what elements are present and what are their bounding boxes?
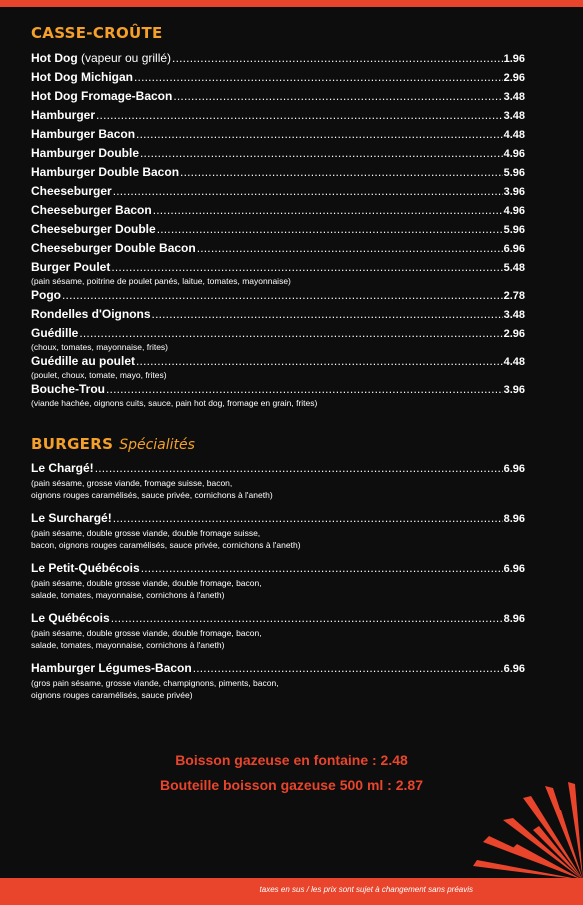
menu-item-name-text: Le Petit-Québécois [31, 561, 140, 575]
menu-item [31, 511, 525, 551]
dot-leader [134, 70, 503, 84]
dot-leader [136, 354, 503, 368]
menu-item-name [31, 326, 78, 340]
menu-item-line [31, 222, 525, 241]
menu-item-name [31, 108, 95, 122]
menu-item [31, 127, 525, 146]
menu-item [31, 307, 525, 326]
dot-leader [172, 51, 503, 65]
menu-item-price: 6.96 [503, 243, 525, 255]
menu-item-name-text: Bouche-Trou [31, 382, 105, 396]
menu-item-price: 2.96 [503, 328, 525, 340]
menu-item-price: 8.96 [503, 513, 525, 525]
dot-leader [152, 307, 503, 321]
drink-bottle-line: Bouteille boisson gazeuse 500 ml : 2.87 [160, 777, 423, 793]
dot-leader [173, 89, 502, 103]
menu-item-price: 1.96 [503, 53, 525, 65]
menu-item-line [31, 307, 525, 326]
menu-item [31, 165, 525, 184]
menu-item-price: 6.96 [503, 563, 525, 575]
dot-leader [95, 461, 503, 475]
menu-item [31, 260, 525, 287]
section-title-text: CASSE-CROÛTE [31, 24, 163, 42]
menu-item-name [31, 260, 110, 274]
menu-item-price: 5.96 [503, 167, 525, 179]
menu-item-name-note: (vapeur ou grillé) [77, 51, 172, 65]
menu-item-name [31, 203, 152, 217]
menu-item [31, 461, 525, 501]
menu-item-name [31, 461, 94, 475]
menu-item-description: (pain sésame, grosse viande, fromage suisse, bacon, oignons rouges caramélisés, sauce privée, cornichons à l'aneth) [31, 478, 273, 500]
menu-item-name [31, 146, 139, 160]
dot-leader [157, 222, 503, 236]
menu-item-line [31, 127, 525, 146]
section-title-casse-croute [31, 24, 163, 42]
menu-item [31, 203, 525, 222]
menu-item-name-text: Cheeseburger Double Bacon [31, 241, 196, 255]
snacks-menu-list [31, 51, 525, 410]
menu-item-line [31, 70, 525, 89]
menu-item-name [31, 661, 192, 675]
menu-item-name [31, 241, 196, 255]
menu-item [31, 241, 525, 260]
menu-item-price: 5.48 [503, 262, 525, 274]
menu-item [31, 661, 525, 701]
menu-item-line [31, 184, 525, 203]
menu-item-name [31, 561, 140, 575]
menu-item-line [31, 89, 525, 108]
dot-leader [153, 203, 503, 217]
footer-note: taxes en sus / les prix sont sujet à changement sans préavis [259, 885, 473, 894]
menu-item-name [31, 222, 156, 236]
dot-leader [136, 127, 503, 141]
menu-item-line [31, 108, 525, 127]
menu-item [31, 561, 525, 601]
menu-item-price: 3.96 [503, 186, 525, 198]
section-subtitle: Spécialités [119, 437, 195, 453]
menu-item [31, 288, 525, 307]
menu-item-line [31, 165, 525, 184]
menu-item-name-text: Le Surchargé! [31, 511, 112, 525]
menu-item-name-text: Burger Poulet [31, 260, 111, 274]
menu-item-name [31, 511, 112, 525]
menu-item-name-text: Le Québécois [31, 611, 110, 625]
menu-item-description: (pain sésame, double grosse viande, double fromage, bacon, salade, tomates, mayonnaise, cornichons à l'aneth) [31, 628, 262, 650]
menu-item-price: 6.96 [503, 663, 525, 675]
dot-leader [113, 184, 503, 198]
menu-item-line [31, 203, 525, 222]
drink-fountain-line: Boisson gazeuse en fontaine : 2.48 [175, 752, 408, 768]
menu-item-description: (poulet, choux, tomate, mayo, frites) [31, 370, 167, 380]
menu-item-name [31, 307, 151, 321]
menu-item-line [31, 51, 525, 70]
menu-item-name [31, 184, 112, 198]
menu-item [31, 184, 525, 203]
menu-item-name [31, 165, 179, 179]
dot-leader [193, 661, 503, 675]
menu-item-name [31, 51, 171, 65]
menu-item-name-text: Hamburger [31, 108, 96, 122]
dot-leader [111, 260, 502, 274]
dot-leader [106, 382, 503, 396]
menu-item-line [31, 288, 525, 307]
footer-bar [0, 878, 583, 905]
menu-item-description: (viande hachée, oignons cuits, sauce, pain hot dog, fromage en grain, frites) [31, 398, 318, 408]
menu-item-name-text: Pogo [31, 288, 61, 302]
menu-item-price: 3.48 [503, 110, 525, 122]
menu-item-name [31, 611, 110, 625]
dot-leader [62, 288, 503, 302]
menu-item-name [31, 354, 135, 368]
menu-item-line [31, 241, 525, 260]
menu-item-price: 3.48 [503, 309, 525, 321]
menu-item-name-text: Hamburger Légumes-Bacon [31, 661, 192, 675]
menu-item-price: 2.78 [503, 290, 525, 302]
top-accent-bar [0, 0, 583, 7]
menu-item-description: (gros pain sésame, grosse viande, champignons, piments, bacon, oignons rouges caramélisés, sauce privée) [31, 678, 279, 700]
menu-item-price: 4.96 [503, 205, 525, 217]
menu-item [31, 70, 525, 89]
menu-item-name [31, 89, 172, 103]
menu-item-description: (pain sésame, double grosse viande, double fromage, bacon, salade, tomates, mayonnaise, cornichons à l'aneth) [31, 578, 262, 600]
menu-item-price: 2.96 [503, 72, 525, 84]
menu-item-name-text: Hot Dog [31, 51, 78, 65]
menu-item-price: 3.48 [503, 91, 525, 103]
burgers-menu-list [31, 461, 525, 711]
menu-item-name-text: Hot Dog Fromage-Bacon [31, 89, 173, 103]
dot-leader [96, 108, 503, 122]
menu-item-name-text: Hot Dog Michigan [31, 70, 133, 84]
menu-item-line [31, 146, 525, 165]
menu-item-description: (choux, tomates, mayonnaise, frites) [31, 342, 169, 352]
menu-item-name-text: Hamburger Double [31, 146, 140, 160]
menu-item-name [31, 127, 135, 141]
menu-item [31, 382, 525, 409]
menu-item-name-text: Le Chargé! [31, 461, 94, 475]
menu-item [31, 108, 525, 127]
menu-item [31, 51, 525, 70]
menu-item [31, 326, 525, 353]
menu-item-name-text: Guédille au poulet [31, 354, 136, 368]
menu-item-price: 5.96 [503, 224, 525, 236]
menu-item-name-text: Cheeseburger Double [31, 222, 156, 236]
menu-item [31, 354, 525, 381]
menu-item-name-text: Cheeseburger [31, 184, 112, 198]
menu-item-name-text: Rondelles d'Oignons [31, 307, 151, 321]
menu-item-price: 8.96 [503, 613, 525, 625]
dot-leader [111, 611, 503, 625]
menu-item [31, 146, 525, 165]
palm-leaf-icon [443, 780, 583, 880]
dot-leader [79, 326, 502, 340]
menu-item-price: 4.96 [503, 148, 525, 160]
menu-item-price: 4.48 [503, 356, 525, 368]
menu-item-price: 6.96 [503, 463, 525, 475]
menu-item-name-text: Hamburger Double Bacon [31, 165, 180, 179]
menu-item [31, 611, 525, 651]
menu-item-name-text: Cheeseburger Bacon [31, 203, 152, 217]
section-title-text: BURGERS [31, 435, 114, 453]
menu-item-name [31, 288, 61, 302]
menu-item [31, 222, 525, 241]
menu-item-price: 3.96 [503, 384, 525, 396]
menu-item-name-text: Guédille [31, 326, 79, 340]
menu-item-name-text: Hamburger Bacon [31, 127, 136, 141]
dot-leader [197, 241, 503, 255]
menu-item [31, 89, 525, 108]
menu-item-name [31, 382, 105, 396]
dot-leader [180, 165, 503, 179]
dot-leader [140, 146, 503, 160]
menu-item-name [31, 70, 133, 84]
menu-item-description: (pain sésame, double grosse viande, double fromage suisse, bacon, oignons rouges caramélisés, sauce privée, cornichons à l'aneth) [31, 528, 301, 550]
menu-item-description: (pain sésame, poitrine de poulet panés, laitue, tomates, mayonnaise) [31, 276, 291, 286]
menu-item-price: 4.48 [503, 129, 525, 141]
dot-leader [141, 561, 503, 575]
dot-leader [113, 511, 503, 525]
section-title-burgers [31, 435, 195, 453]
